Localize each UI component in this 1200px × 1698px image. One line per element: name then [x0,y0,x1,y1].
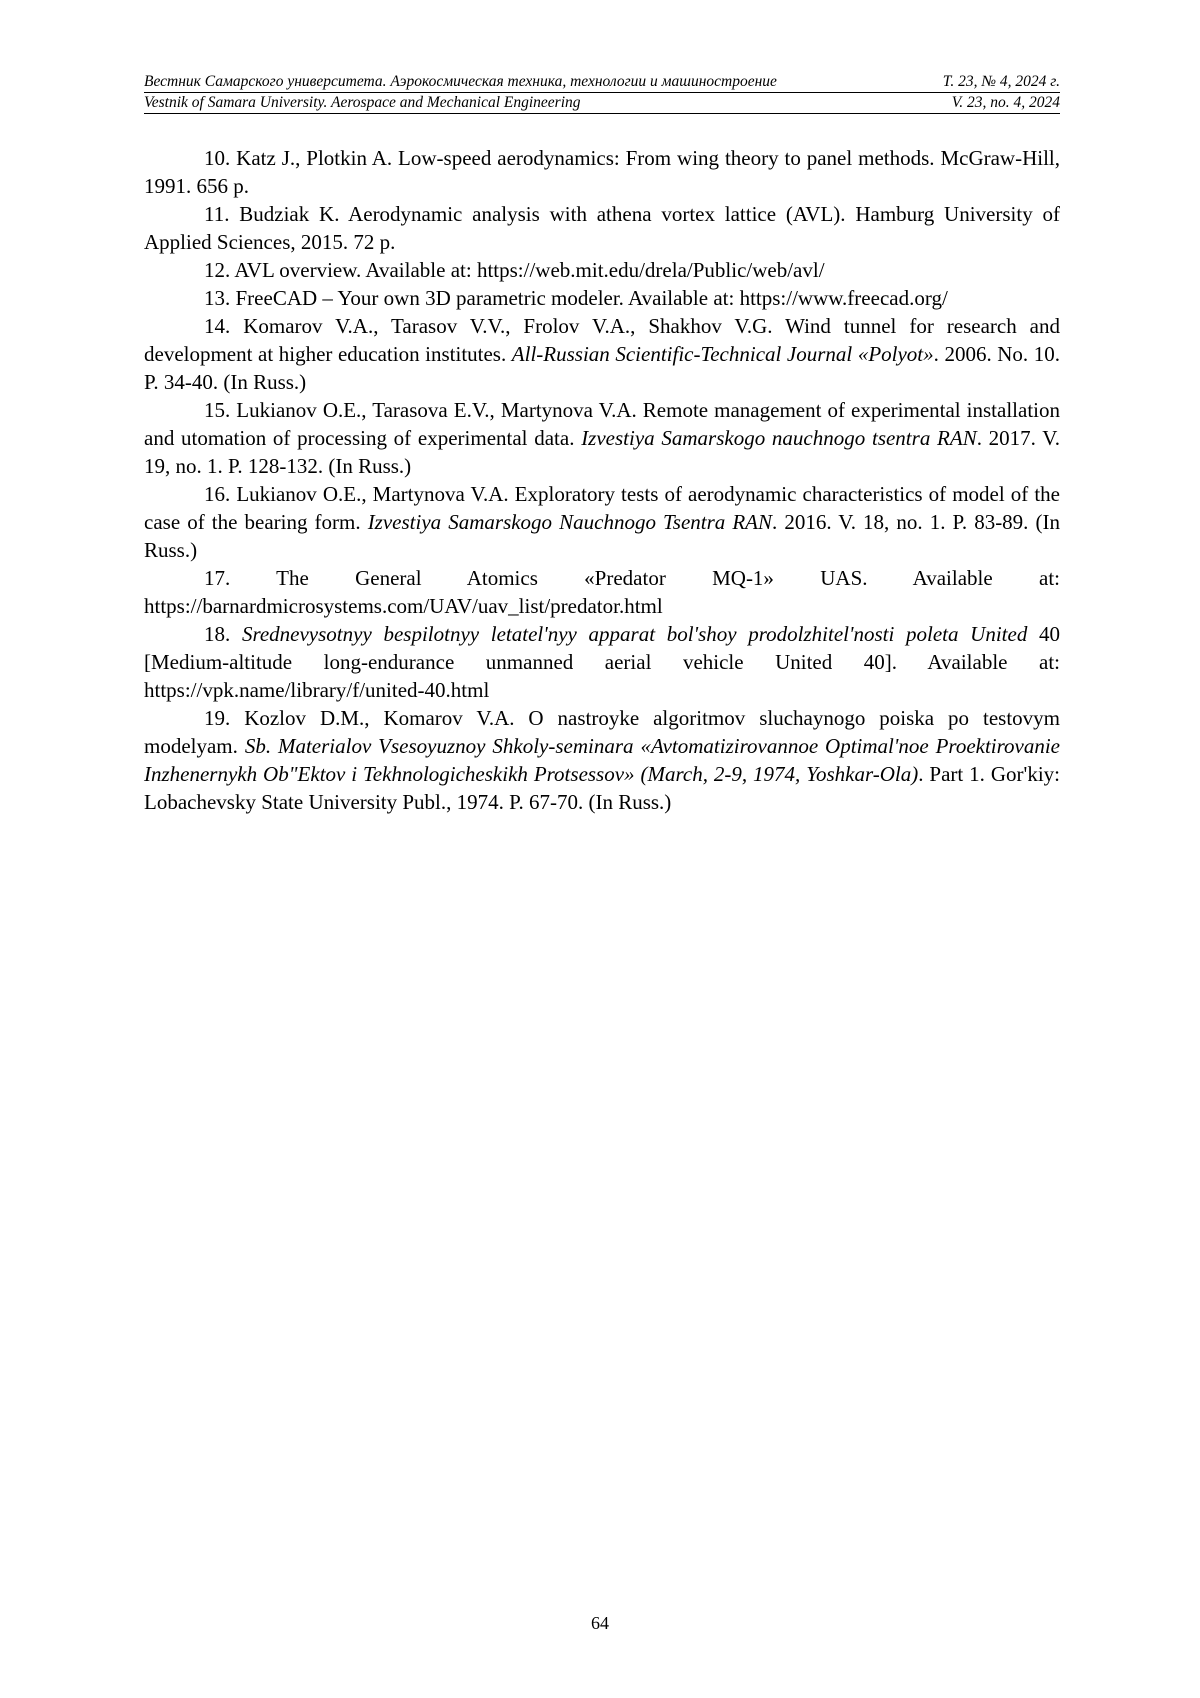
reference-source-title: Srednevysotnyy bespilotnyy letatel'nyy apparat bol'shoy prodolzhitel'nosti poleta United [241,622,1028,646]
reference-source-title: Sb. Materialov Vsesoyuznoy Shkoly-seminara «Avtomatizirovannoe Optimal'noe Proektirovanie Inzhenernykh Ob"Ektov i Tekhnologicheskikh Protsessov» (March, 2-9, 1974, Yoshkar-Ola) [144,734,1060,786]
reference-text: 40 [Medium-altitude long-endurance unmanned aerial vehicle United 40]. Available at: https://vpk.name/library/f/united-40.html [144,622,1061,702]
reference-15 [144,396,1060,480]
reference-11 [144,200,1060,256]
reference-16 [144,480,1060,564]
reference-text: . Part 1. Gor'kiy: Lobachevsky State University Publ., 1974. P. 67-70. (In Russ.) [144,762,1060,814]
reference-text: 19. Kozlov D.M., Komarov V.A. O nastroyke algoritmov sluchaynogo poiska po testovym modelyam. [144,706,1060,758]
header-journal-en: Vestnik of Samara University. Aerospace and Mechanical Engineering [144,93,952,114]
reference-text: 10. Katz J., Plotkin A. Low-speed aerodynamics: From wing theory to panel methods. McGraw-Hill, 1991. 656 p. [144,146,1060,198]
reference-text: 11. Budziak K. Aerodynamic analysis with athena vortex lattice (AVL). Hamburg University of Applied Sciences, 2015. 72 p. [144,202,1060,254]
reference-text: . 2016. V. 18, no. 1. P. 83-89. (In Russ.) [144,510,1060,562]
reference-source-title: Izvestiya Samarskogo nauchnogo tsentra RAN [581,426,977,450]
reference-12 [144,256,1060,284]
header-line-en [144,93,1060,114]
reference-source-title: Izvestiya Samarskogo Nauchnogo Tsentra RAN [367,510,773,534]
reference-text: 15. Lukianov O.E., Tarasova E.V., Martynova V.A. Remote management of experimental installation and utomation of processing of experimental data. [144,398,1060,450]
reference-19 [144,704,1060,816]
reference-13 [144,284,1060,312]
page-number: 64 [591,1613,609,1633]
running-header [144,72,1060,114]
header-volume-ru: Т. 23, № 4, 2024 г. [943,72,1060,93]
reference-10 [144,144,1060,200]
reference-text: 12. AVL overview. Available at: https://web.mit.edu/drela/Public/web/avl/ [204,258,825,282]
reference-14 [144,312,1060,396]
header-journal-ru: Вестник Самарского университета. Аэрокосмическая техника, технологии и машиностроение [144,72,943,93]
reference-text: 18. [204,622,242,646]
reference-source-title: All-Russian Scientific-Technical Journal «Polyot» [511,342,934,366]
reference-text: 13. FreeCAD – Your own 3D parametric modeler. Available at: https://www.freecad.org/ [204,286,948,310]
header-volume-en: V. 23, no. 4, 2024 [952,93,1060,114]
reference-text: . 2006. No. 10. P. 34-40. (In Russ.) [144,342,1060,394]
header-line-ru [144,72,1060,93]
reference-list [144,144,1060,816]
reference-text: . 2017. V. 19, no. 1. P. 128-132. (In Russ.) [144,426,1060,478]
reference-18 [144,620,1060,704]
reference-text: 16. Lukianov O.E., Martynova V.A. Exploratory tests of aerodynamic characteristics of model of the case of the bearing form. [144,482,1060,534]
reference-17 [144,564,1060,620]
reference-text: 17. The General Atomics «Predator MQ-1» UAS. Available at: https://barnardmicrosystems.com/UAV/uav_list/predator.html [144,566,1060,618]
reference-text: 14. Komarov V.A., Tarasov V.V., Frolov V.A., Shakhov V.G. Wind tunnel for research and development at higher education institutes. [144,314,1060,366]
